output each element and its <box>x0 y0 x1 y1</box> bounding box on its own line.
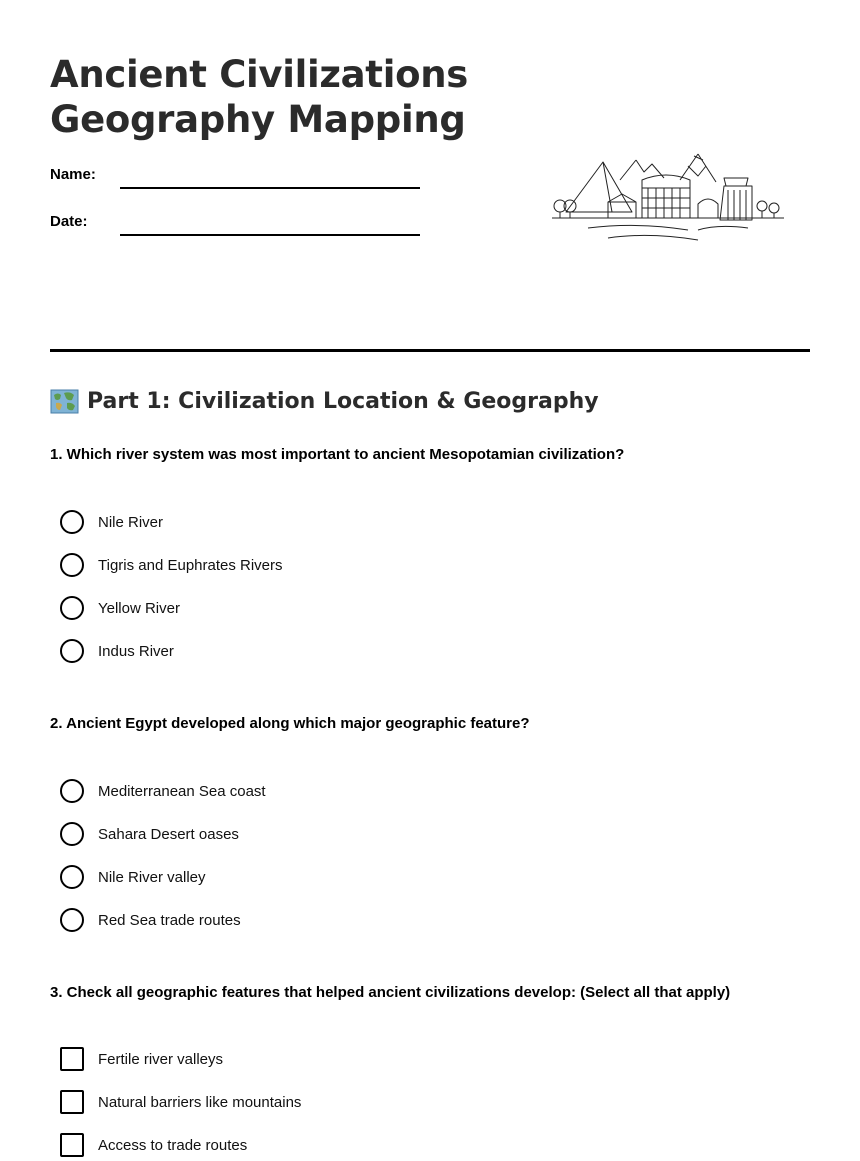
part-1-heading <box>50 389 599 414</box>
checkbox[interactable] <box>60 1133 84 1157</box>
radio-button[interactable] <box>60 510 84 534</box>
radio-button[interactable] <box>60 865 84 889</box>
title-line-1: Ancient Civilizations <box>50 53 468 96</box>
option-label: Tigris and Euphrates Rivers <box>98 556 283 574</box>
radio-button[interactable] <box>60 822 84 846</box>
section-divider <box>50 349 810 352</box>
question-1-option-1[interactable] <box>60 509 163 535</box>
radio-button[interactable] <box>60 639 84 663</box>
option-label: Sahara Desert oases <box>98 825 239 843</box>
question-1: 1. Which river system was most important to ancient Mesopotamian civilization? <box>50 446 625 463</box>
name-field[interactable] <box>50 166 430 196</box>
option-label: Indus River <box>98 642 174 660</box>
world-map-icon <box>50 389 79 414</box>
date-field[interactable] <box>50 213 430 243</box>
question-3-option-2[interactable] <box>60 1089 301 1115</box>
page-title <box>50 52 468 142</box>
question-1-option-4[interactable] <box>60 638 174 664</box>
ancient-monuments-icon <box>548 150 788 246</box>
question-2-option-2[interactable] <box>60 821 239 847</box>
question-3: 3. Check all geographic features that helped ancient civilizations develop: (Select all that apply) <box>50 984 731 1001</box>
question-1-option-2[interactable] <box>60 552 283 578</box>
question-2-option-3[interactable] <box>60 864 206 890</box>
date-line[interactable] <box>120 234 420 236</box>
question-1-option-3[interactable] <box>60 595 180 621</box>
option-label: Red Sea trade routes <box>98 911 241 929</box>
question-2-option-1[interactable] <box>60 778 266 804</box>
question-3-option-1[interactable] <box>60 1046 223 1072</box>
title-line-2: Geography Mapping <box>50 98 466 141</box>
radio-button[interactable] <box>60 908 84 932</box>
radio-button[interactable] <box>60 596 84 620</box>
radio-button[interactable] <box>60 553 84 577</box>
option-label: Nile River <box>98 513 164 531</box>
option-label: Nile River valley <box>98 868 206 886</box>
option-label: Access to trade routes <box>98 1136 248 1154</box>
part-1-title: Part 1: Civilization Location & Geography <box>87 389 599 414</box>
name-label: Name: <box>50 166 96 183</box>
option-label: Mediterranean Sea coast <box>98 782 266 800</box>
checkbox[interactable] <box>60 1090 84 1114</box>
question-2: 2. Ancient Egypt developed along which major geographic feature? <box>50 715 530 732</box>
question-3-option-3[interactable] <box>60 1132 247 1158</box>
option-label: Fertile river valleys <box>98 1050 224 1068</box>
date-label: Date: <box>50 213 88 230</box>
radio-button[interactable] <box>60 779 84 803</box>
checkbox[interactable] <box>60 1047 84 1071</box>
question-2-option-4[interactable] <box>60 907 241 933</box>
name-line[interactable] <box>120 187 420 189</box>
option-label: Natural barriers like mountains <box>98 1093 302 1111</box>
option-label: Yellow River <box>98 599 180 617</box>
